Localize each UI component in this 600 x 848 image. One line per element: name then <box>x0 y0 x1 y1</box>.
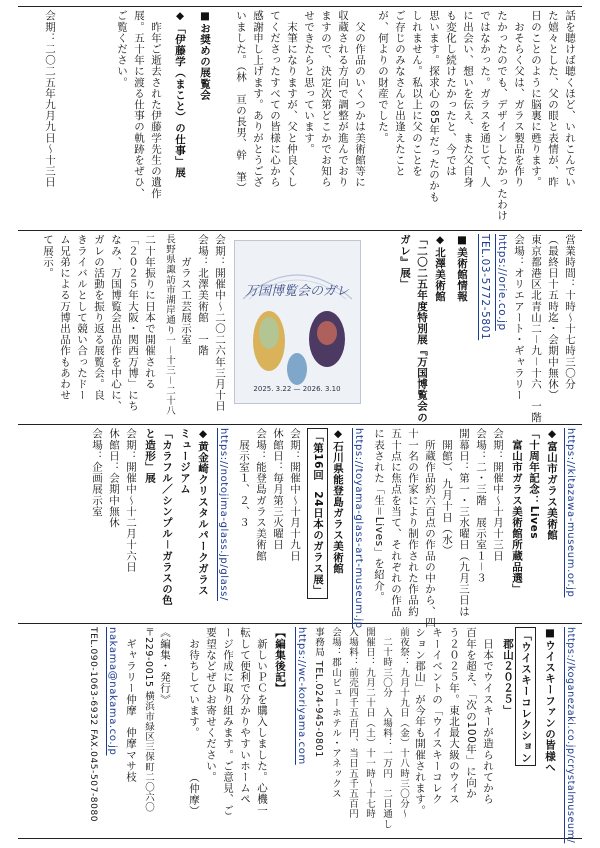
event-desc: 日本でウイスキーが造られてから <box>482 627 494 805</box>
exhibition-dates: 会期：開催中～十二月十六日 <box>125 428 137 573</box>
gallery-venue: 会場：オリエアート・ギャラリー <box>513 234 525 401</box>
essay-line: ますので、決定次第どこかでお知ら <box>320 10 332 188</box>
exhibition-title: 「二〇二五年度特別展『万国博覧会の <box>416 234 428 423</box>
essay-line: に出会い、想いを伝え、また父自身 <box>462 10 474 188</box>
event-fee: 入場料：前売四千五百円、当日五千五百円 <box>347 627 358 819</box>
event-url-link[interactable]: https://wc-koriyama.com <box>296 627 307 765</box>
section-heading: ■ウイスキーファンの皆様へ <box>544 627 556 773</box>
exhibition-venue: 展示室１、２、３ <box>238 428 250 528</box>
exhibition-desc: 二十年振りに日本で開催される <box>144 234 156 390</box>
museum-name: ◆黄金崎クリスタルパークガラス <box>197 428 209 596</box>
museum-name: ◆富山市ガラス美術館 <box>546 428 558 541</box>
essay-line: 父の作品のいくつかは美術館等に <box>354 10 366 188</box>
exhibition-desc: 「２０２５年大阪・関西万博」にち <box>127 234 139 412</box>
essay-line: た嬉々とした、父の眼と表情が、昨 <box>547 10 559 188</box>
exhibition-desc: なみ、万国博覧会出品作を中心に、 <box>110 234 122 412</box>
exhibition-desc: ガレの活動を振り返る展覧会。良 <box>93 234 105 401</box>
exhibition-desc: ム兄弟による万博出品作もあわせ <box>59 234 71 401</box>
exhibition-desc: 五十点に焦点を当て、それぞれの作品 <box>390 428 402 617</box>
museum-name: ◆石川県能登島ガラス美術館 <box>332 428 344 574</box>
exhibition-title: 「第16回 24日本のガラス展」 <box>307 428 328 599</box>
editor-note: 新しいＰＣを購入しました。心機一 <box>256 627 268 816</box>
exhibition-venue: 会場：北澤美術館 一階 <box>197 234 209 357</box>
exhibition-venue: ガラス工芸展示室 <box>180 234 192 345</box>
essay-line: 末筆になりますが、父と仲良くし <box>286 10 298 188</box>
exhibition-title: 「カラフル／シンプル－ガラスの色 <box>161 428 173 606</box>
top-rule <box>18 6 582 7</box>
essay-band <box>22 10 578 228</box>
section-heading: ■美術館情報 <box>456 234 468 303</box>
exhibition-venue: 会場：企画展示室 <box>91 428 103 517</box>
event-venue: 会場：郡山ビューホテル・アネックス <box>330 627 341 799</box>
exhibition-venue: 会場：能登島ガラス美術館 <box>255 428 267 562</box>
museum-url-link[interactable]: https://notojima-glass.jp/glass/ <box>218 428 229 601</box>
gallery-hours: 営業時間：十時～十七時三〇分 <box>564 234 576 390</box>
event-schedule: 開催日：九月二十日（土）十一時～十七時 <box>364 627 375 819</box>
event-schedule: 二十時三〇分 入場料：一万円 二日通し <box>381 627 392 829</box>
event-office-tel: 事務局 TEL.024-945-0801 <box>313 627 324 758</box>
exhibitions-band <box>22 428 578 629</box>
exhibition-dates: 会期：開催中～二〇二六年三月十日 <box>214 234 226 412</box>
section-divider <box>18 424 582 425</box>
closed-days: 開館）、九月十日（水） <box>441 428 453 556</box>
event-desc: 百年を超え、「次の100年」に向か <box>465 627 477 799</box>
essay-line: いました。（林 亘の長男、幹 筆） <box>235 10 247 194</box>
museum-name: ◆北澤美術館 <box>434 234 446 303</box>
essay-line: ではなかった。ガラスを通じて、人 <box>479 10 491 188</box>
exhibition-poster <box>234 240 361 404</box>
exhibition-title: 「十周年記念：Lives <box>528 428 540 540</box>
exhibition-dates: 会期：二〇二五年九月九日～十三日 <box>44 10 56 188</box>
editor-note: お待ちしています。 （仲摩） <box>188 627 200 817</box>
exhibition-title: と造形」展 <box>144 428 156 484</box>
publisher-email-link[interactable]: nakama@nakama.co.jp <box>107 627 118 756</box>
exhibition-desc: 所蔵作品約六百点の作品の中から、四 <box>424 428 436 628</box>
essay-line: も変化し続けたかったと、今では <box>445 10 457 177</box>
museum-url-link[interactable]: https://kitazawa-museum.or.jp <box>565 428 576 598</box>
exhibition-venue: 会場：二・三階 展示室１－３ <box>475 428 487 584</box>
exhibition-desc: 展。五十年に渡る仕事の軌跡をぜひ、 <box>133 10 145 199</box>
museum-url-link[interactable]: https://toyama-glass-art-museum.jp <box>353 428 364 629</box>
section-divider <box>18 230 582 231</box>
event-title: 「ウイスキーコレクション <box>515 627 536 766</box>
section-divider <box>18 623 582 624</box>
bottom-rule <box>18 838 582 839</box>
essay-line: 感謝申し上げます。ありがとうござ <box>252 10 264 188</box>
publisher-name: ギャラリー仲摩 仲摩マサ枝 <box>125 627 137 783</box>
exhibition-title: ガレ』展」 <box>399 234 411 290</box>
exhibition-desc: 昨年ご逝去された伊藤学先生の遺作 <box>150 10 162 199</box>
exhibition-dates: 会期：開催中～十月十九日 <box>289 428 301 562</box>
essay-line: 思います。探求心の85年だったのかも <box>428 10 440 203</box>
closed-days: 開幕日：第一・三水曜日（九月三日は <box>458 428 470 617</box>
exhibition-dates: 会期：開催中～十月十三日 <box>492 428 504 562</box>
editor-note: ージ作成に取り組みます。ご意見、ご <box>222 627 234 816</box>
editor-note: 転して便利で分かりやすいホームペ <box>239 627 251 805</box>
exhibition-desc: ご覧ください。 <box>116 10 128 88</box>
event-desc: ション郡山」が今年も開催されます。 <box>414 627 426 816</box>
gallery-hours-note: （最終日十五時迄・会期中無休） <box>547 234 559 401</box>
gallery-address: 東京都港区北青山二－九－十六 一階 <box>530 234 542 423</box>
essay-line: ご存じのみなさんと出逢えたこと <box>394 10 406 177</box>
publisher-heading: 《編集・発行》 <box>159 627 171 705</box>
poster-artwork <box>235 241 360 403</box>
essay-line: 収蔵される方向で調整が進んでおり <box>337 10 349 188</box>
gallery-tel: TEL.03-5772-5801 <box>479 234 491 341</box>
essay-line: 日のことのように脳裏に甦ります。 <box>530 10 542 188</box>
editor-note: 要望などぜひお寄せください。 <box>205 627 217 783</box>
event-desc: う２０２５年。東北最大級のウイス <box>448 627 460 805</box>
poster-dates: 2025. 3.22 — 2026. 3.10 <box>253 385 341 393</box>
whisky-and-colophon-band <box>22 627 578 844</box>
museum-address: 長野県諏訪市湖岸通り一－十三－二十八 <box>164 234 175 416</box>
essay-line: おそらく父は、ガラス製品を作り <box>513 10 525 188</box>
exhibition-title: ◆「伊藤学（まこと）の仕事」展 <box>174 10 186 178</box>
essay-line: たかったのでも、デザインしたかったわけ <box>496 10 508 221</box>
section-heading: ■お奨めの展覧会 <box>199 10 211 101</box>
essay-line: せできたらと思っています。 <box>303 10 315 155</box>
essay-line: 話を聴けば聴くほど、いれこんでい <box>564 10 576 188</box>
event-desc: キーイベントの「ウイスキーコレク <box>431 627 443 805</box>
exhibition-desc: きライバルとして競い合ったドー <box>76 234 88 401</box>
publisher-address: 〒229-0015 横浜市緑区三保町二〇六〇 <box>143 627 154 813</box>
gallery-url-link[interactable]: https://orie.co.jp <box>496 234 508 331</box>
essay-line: が、何よりの財産でした。 <box>377 10 389 144</box>
museum-name: ミュージアム <box>179 428 191 495</box>
closed-days: 休館日：毎月第三火曜日 <box>272 428 284 551</box>
poster-title: 万国博覧会のガレ <box>244 284 350 299</box>
museum-url-link[interactable]: https://koganezaki.co.jp/crystalmuseum/ <box>565 627 576 844</box>
event-schedule: 前夜祭：九月十九日（金）十八時三〇分～ <box>398 627 409 819</box>
exhibition-desc: て展示。 <box>42 234 54 279</box>
editor-note-heading: 【編集後記】 <box>274 627 286 694</box>
event-title: 郡山２０２５」 <box>502 627 514 716</box>
closed-days: 休館日：会期中無休 <box>108 428 120 528</box>
exhibition-desc: 十一名の作家により制作された作品約 <box>407 428 419 617</box>
exhibition-title: 富山市ガラス美術館所蔵品選」 <box>511 428 523 595</box>
essay-line: しれません。私以上に父のことを <box>411 10 423 177</box>
exhibition-desc: に表された「生＝Lives」を紹介。 <box>373 428 385 603</box>
publisher-tel-fax: TEL.090-1063-6932 FAX.045-507-8080 <box>88 627 98 823</box>
essay-line: てくださったすべての皆様に心から <box>269 10 281 188</box>
